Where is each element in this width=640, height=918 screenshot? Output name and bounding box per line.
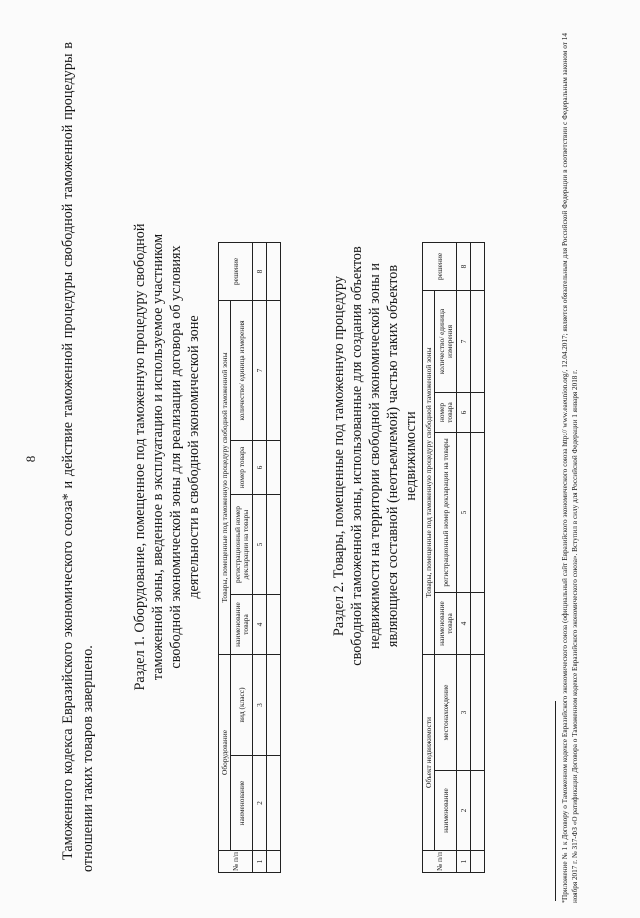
section2-table: [422, 242, 485, 873]
col-number-cell: 3: [253, 654, 267, 755]
col-number-cell: 6: [253, 440, 267, 494]
header-goods-group: Товары, помещенные под таможенную процедуру свободной таможенной зоны: [423, 290, 435, 654]
empty-table-row: [471, 242, 485, 872]
subheader-location: местонахождение: [435, 654, 457, 770]
subheader-name: наименование: [435, 771, 457, 851]
col-number-cell: 2: [457, 771, 471, 851]
header-decision: решение: [423, 242, 457, 290]
footnote: [560, 33, 580, 903]
col-number-cell: 5: [457, 432, 471, 592]
col-number-cell: 8: [457, 242, 471, 290]
col-number-cell: 6: [457, 392, 471, 432]
footnote-divider: [555, 701, 556, 901]
section1-title: Раздел 1. Оборудование, помещенное под таможенную процедуру свободной таможенной зоны, введенное в эксплуатацию и используемое участником свободной экономической зоны для реализации договора об условиях деятельности в свободной экономической зоне: [132, 223, 202, 691]
col-number-cell: 4: [253, 594, 267, 654]
intro-paragraph: Таможенного кодекса Евразийского экономического союза* и действие таможенной процедуры свободной таможенной процедуры в отношении таких товаров завершено.: [60, 42, 96, 872]
col-number-cell: 3: [457, 654, 471, 770]
col-number-cell: 8: [253, 242, 267, 300]
subheader-quantity: количество/ единица измерения: [435, 290, 457, 392]
col-number-cell: 2: [253, 756, 267, 851]
subheader-declaration-number: регистрационный номер декларации на товары: [435, 432, 457, 592]
footnote-text: Приложение № 1 к Договору о Таможенном кодексе Евразийского экономического союза (официальный сайт Евразийского экономического союза http:// www.eaeunion.org/, 12.04.2017; является обязательным для Российской Федерации в соответствии с Федеральным законом от 14 ноября 2017 г. № 317-ФЗ «О ратификации Договора о Таможенном кодексе Евразийского экономического союза». Вступил в силу для Российской Федерации 1 января 2018 г.: [561, 33, 579, 903]
subheader-kind: вид (класс): [231, 654, 253, 755]
col-number-cell: 5: [253, 494, 267, 594]
subheader-goods-number: номер товара: [435, 392, 457, 432]
col-number-cell: 7: [457, 290, 471, 392]
page-number: 8: [23, 455, 38, 463]
header-goods-group: Товары, помещенные под таможенную процедуру свободной таможенной зоны: [219, 300, 231, 654]
header-realty-group: Объект недвижимости: [423, 654, 435, 850]
subheader-goods-number: номер товара: [231, 440, 253, 494]
subheader-name: наименование: [231, 756, 253, 851]
subheader-goods-name: наименование товара: [231, 594, 253, 654]
empty-table-row: [267, 242, 281, 872]
col-number-cell: 1: [457, 851, 471, 873]
subheader-declaration-number: регистрационный номер декларации на товары: [231, 494, 253, 594]
header-num: № п/п: [423, 851, 457, 873]
header-equipment-group: Оборудование: [219, 654, 231, 850]
col-number-cell: 4: [457, 592, 471, 654]
header-decision: решение: [219, 242, 253, 300]
col-number-cell: 1: [253, 851, 267, 873]
subheader-goods-name: наименование товара: [435, 592, 457, 654]
footnote-mark: *: [562, 900, 568, 903]
section1-table: [218, 242, 281, 873]
section2-title: Раздел 2. Товары, помещенные под таможенную процедуру свободной таможенной зоны, использованные для создания объектов недвижимости на территории свободной экономической зоны и являющиеся составной (неотъемлемой) частью таких объектов недвижимости: [331, 246, 419, 666]
subheader-quantity: количество/ единица измерения: [231, 300, 253, 440]
header-num: № п/п: [219, 851, 253, 873]
col-number-cell: 7: [253, 300, 267, 440]
